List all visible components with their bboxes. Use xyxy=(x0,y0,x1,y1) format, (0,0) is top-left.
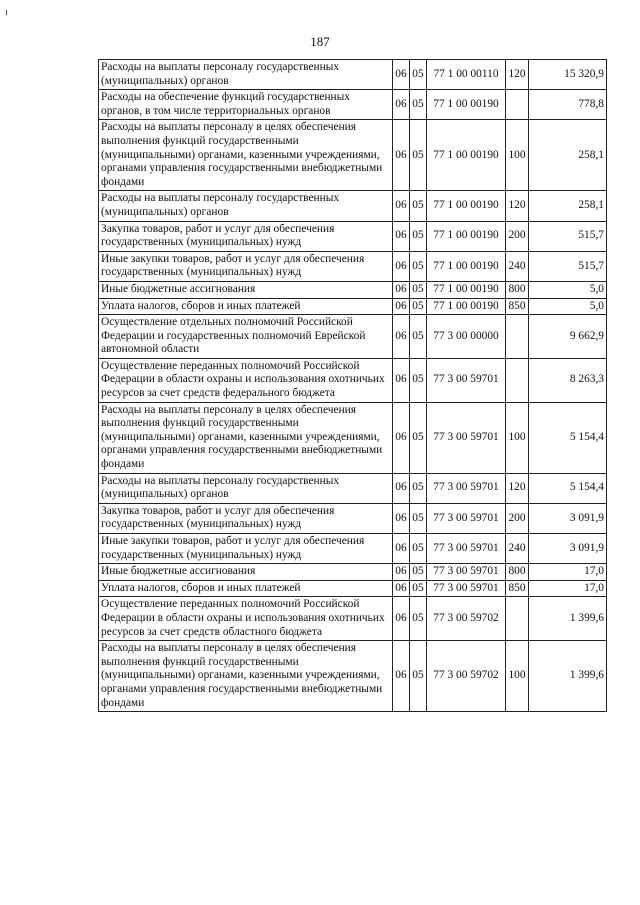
section-code: 06 xyxy=(393,120,410,191)
expense-type-code: 100 xyxy=(506,120,529,191)
expense-description: Закупка товаров, работ и услуг для обеспечения государственных (муниципальных) нужд xyxy=(99,503,393,533)
expense-type-code: 120 xyxy=(506,60,529,90)
amount-value: 515,7 xyxy=(529,251,607,281)
section-code: 06 xyxy=(393,298,410,315)
amount-value: 778,8 xyxy=(529,90,607,120)
target-article-code: 77 3 00 59701 xyxy=(427,402,506,473)
section-code: 06 xyxy=(393,60,410,90)
table-row xyxy=(99,221,607,251)
target-article-code: 77 3 00 59702 xyxy=(427,597,506,641)
amount-value: 5,0 xyxy=(529,281,607,298)
target-article-code: 77 1 00 00190 xyxy=(427,281,506,298)
expense-type-code: 850 xyxy=(506,298,529,315)
amount-value: 17,0 xyxy=(529,580,607,597)
target-article-code: 77 1 00 00190 xyxy=(427,298,506,315)
table-row xyxy=(99,315,607,359)
section-code: 06 xyxy=(393,221,410,251)
subsection-code: 05 xyxy=(410,580,427,597)
subsection-code: 05 xyxy=(410,281,427,298)
subsection-code: 05 xyxy=(410,221,427,251)
expense-description: Расходы на выплаты персоналу в целях обеспечения выполнения функций государственными (муниципальными) органами, казенными учреждениями, органами управления государственными внебюджетными фондами xyxy=(99,120,393,191)
expense-description: Расходы на выплаты персоналу государственных (муниципальных) органов xyxy=(99,473,393,503)
target-article-code: 77 3 00 59701 xyxy=(427,580,506,597)
target-article-code: 77 1 00 00110 xyxy=(427,60,506,90)
page-number: 187 xyxy=(310,34,330,49)
expense-type-code: 850 xyxy=(506,580,529,597)
subsection-code: 05 xyxy=(410,120,427,191)
expense-description: Иные бюджетные ассигнования xyxy=(99,564,393,581)
expense-description: Осуществление переданных полномочий Российской Федерации в области охраны и использования охотничьих ресурсов за счет средств областного бюджета xyxy=(99,597,393,641)
subsection-code: 05 xyxy=(410,315,427,359)
section-code: 06 xyxy=(393,281,410,298)
section-code: 06 xyxy=(393,191,410,221)
expense-type-code xyxy=(506,90,529,120)
table-row xyxy=(99,564,607,581)
expense-type-code: 120 xyxy=(506,191,529,221)
target-article-code: 77 1 00 00190 xyxy=(427,251,506,281)
subsection-code: 05 xyxy=(410,298,427,315)
section-code: 06 xyxy=(393,580,410,597)
amount-value: 1 399,6 xyxy=(529,597,607,641)
subsection-code: 05 xyxy=(410,641,427,712)
target-article-code: 77 1 00 00190 xyxy=(427,120,506,191)
amount-value: 515,7 xyxy=(529,221,607,251)
expense-description: Расходы на выплаты персоналу в целях обеспечения выполнения функций государственными (муниципальными) органами, казенными учреждениями, органами управления государственными внебюджетными фондами xyxy=(99,402,393,473)
section-code: 06 xyxy=(393,402,410,473)
expense-type-code xyxy=(506,315,529,359)
section-code: 06 xyxy=(393,597,410,641)
table-row xyxy=(99,580,607,597)
amount-value: 5,0 xyxy=(529,298,607,315)
target-article-code: 77 3 00 59701 xyxy=(427,473,506,503)
target-article-code: 77 1 00 00190 xyxy=(427,221,506,251)
amount-value: 8 263,3 xyxy=(529,358,607,402)
expense-type-code: 100 xyxy=(506,641,529,712)
expense-description: Расходы на выплаты персоналу государственных (муниципальных) органов xyxy=(99,60,393,90)
target-article-code: 77 3 00 59702 xyxy=(427,641,506,712)
table-row xyxy=(99,503,607,533)
subsection-code: 05 xyxy=(410,597,427,641)
expense-description: Иные закупки товаров, работ и услуг для обеспечения государственных (муниципальных) нужд xyxy=(99,251,393,281)
target-article-code: 77 1 00 00190 xyxy=(427,191,506,221)
target-article-code: 77 1 00 00190 xyxy=(427,90,506,120)
amount-value: 258,1 xyxy=(529,120,607,191)
table-row xyxy=(99,191,607,221)
section-code: 06 xyxy=(393,534,410,564)
target-article-code: 77 3 00 59701 xyxy=(427,564,506,581)
expense-description: Расходы на выплаты персоналу государственных (муниципальных) органов xyxy=(99,191,393,221)
subsection-code: 05 xyxy=(410,60,427,90)
table-row xyxy=(99,298,607,315)
subsection-code: 05 xyxy=(410,402,427,473)
section-code: 06 xyxy=(393,473,410,503)
subsection-code: 05 xyxy=(410,90,427,120)
budget-table xyxy=(98,59,607,712)
table-row xyxy=(99,534,607,564)
table-row xyxy=(99,60,607,90)
amount-value: 9 662,9 xyxy=(529,315,607,359)
table-row xyxy=(99,473,607,503)
amount-value: 3 091,9 xyxy=(529,503,607,533)
subsection-code: 05 xyxy=(410,191,427,221)
table-row xyxy=(99,120,607,191)
amount-value: 5 154,4 xyxy=(529,402,607,473)
amount-value: 1 399,6 xyxy=(529,641,607,712)
section-code: 06 xyxy=(393,315,410,359)
table-row xyxy=(99,251,607,281)
expense-type-code xyxy=(506,358,529,402)
subsection-code: 05 xyxy=(410,473,427,503)
target-article-code: 77 3 00 00000 xyxy=(427,315,506,359)
expense-description: Осуществление переданных полномочий Российской Федерации в области охраны и использования охотничьих ресурсов за счет средств федерального бюджета xyxy=(99,358,393,402)
amount-value: 5 154,4 xyxy=(529,473,607,503)
expense-type-code: 240 xyxy=(506,251,529,281)
amount-value: 258,1 xyxy=(529,191,607,221)
table-row xyxy=(99,90,607,120)
expense-type-code: 800 xyxy=(506,281,529,298)
expense-description: Иные закупки товаров, работ и услуг для обеспечения государственных (муниципальных) нужд xyxy=(99,534,393,564)
section-code: 06 xyxy=(393,564,410,581)
expense-type-code: 120 xyxy=(506,473,529,503)
subsection-code: 05 xyxy=(410,564,427,581)
subsection-code: 05 xyxy=(410,358,427,402)
amount-value: 3 091,9 xyxy=(529,534,607,564)
section-code: 06 xyxy=(393,90,410,120)
expense-type-code: 240 xyxy=(506,534,529,564)
subsection-code: 05 xyxy=(410,503,427,533)
budget-table-body xyxy=(99,60,607,712)
expense-type-code: 200 xyxy=(506,221,529,251)
table-row xyxy=(99,641,607,712)
subsection-code: 05 xyxy=(410,534,427,564)
expense-type-code: 100 xyxy=(506,402,529,473)
amount-value: 15 320,9 xyxy=(529,60,607,90)
expense-description: Иные бюджетные ассигнования xyxy=(99,281,393,298)
expense-description: Осуществление отдельных полномочий Российской Федерации и государственных полномочий Еврейской автономной области xyxy=(99,315,393,359)
amount-value: 17,0 xyxy=(529,564,607,581)
scan-edge-mark xyxy=(6,10,7,15)
section-code: 06 xyxy=(393,503,410,533)
table-row xyxy=(99,402,607,473)
expense-description: Закупка товаров, работ и услуг для обеспечения государственных (муниципальных) нужд xyxy=(99,221,393,251)
section-code: 06 xyxy=(393,641,410,712)
table-row xyxy=(99,597,607,641)
expense-type-code xyxy=(506,597,529,641)
expense-description: Уплата налогов, сборов и иных платежей xyxy=(99,298,393,315)
expense-description: Уплата налогов, сборов и иных платежей xyxy=(99,580,393,597)
target-article-code: 77 3 00 59701 xyxy=(427,534,506,564)
target-article-code: 77 3 00 59701 xyxy=(427,358,506,402)
expense-type-code: 200 xyxy=(506,503,529,533)
table-row xyxy=(99,281,607,298)
subsection-code: 05 xyxy=(410,251,427,281)
table-row xyxy=(99,358,607,402)
section-code: 06 xyxy=(393,358,410,402)
section-code: 06 xyxy=(393,251,410,281)
expense-type-code: 800 xyxy=(506,564,529,581)
expense-description: Расходы на выплаты персоналу в целях обеспечения выполнения функций государственными (муниципальными) органами, казенными учреждениями, органами управления государственными внебюджетными фондами xyxy=(99,641,393,712)
expense-description: Расходы на обеспечение функций государственных органов, в том числе территориальных органов xyxy=(99,90,393,120)
target-article-code: 77 3 00 59701 xyxy=(427,503,506,533)
